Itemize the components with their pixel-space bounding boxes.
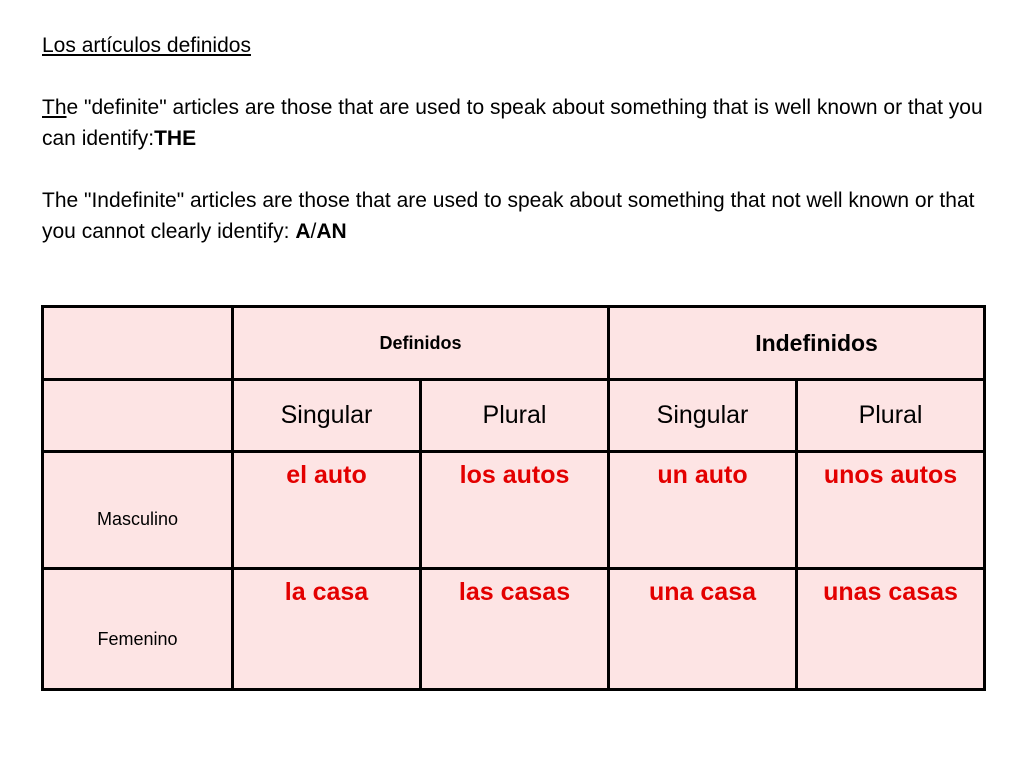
intro-text-block bbox=[42, 30, 992, 247]
form-cell bbox=[797, 452, 985, 569]
form-cell bbox=[421, 569, 609, 690]
table-row-femenino bbox=[43, 569, 985, 690]
form-cell bbox=[797, 569, 985, 690]
indefinite-singular-header: Singular bbox=[609, 380, 797, 452]
article-form: una casa bbox=[649, 578, 757, 606]
indefinite-articles-description bbox=[42, 185, 992, 247]
number-header-row bbox=[43, 380, 985, 452]
indefinite-description-text: The "Indefinite" articles are those that are used to speak about something that not well known or that you cannot clearly identify: bbox=[42, 189, 975, 243]
table-row-masculino bbox=[43, 452, 985, 569]
article-form: un auto bbox=[657, 461, 748, 489]
form-cell bbox=[233, 452, 421, 569]
definite-keyword: THE bbox=[154, 127, 197, 150]
definite-plural-header: Plural bbox=[421, 380, 609, 452]
definite-singular-header: Singular bbox=[233, 380, 421, 452]
corner-cell bbox=[43, 307, 233, 380]
definite-description-text: e "definite" articles are those that are used to speak about something that is well known or that you can identify: bbox=[42, 96, 983, 150]
gender-label-masculino: Masculino bbox=[43, 452, 233, 569]
article-form: los autos bbox=[459, 461, 570, 489]
article-form: unas casas bbox=[823, 578, 958, 606]
form-cell bbox=[421, 452, 609, 569]
definite-underlined-prefix: Th bbox=[42, 96, 67, 119]
article-form: unos autos bbox=[823, 461, 958, 489]
indefinidos-header: Indefinidos bbox=[609, 307, 985, 380]
empty-label-cell bbox=[43, 380, 233, 452]
indefinite-keyword-slash: / bbox=[310, 220, 317, 243]
articles-table bbox=[41, 305, 986, 691]
gender-label-femenino: Femenino bbox=[43, 569, 233, 690]
article-form: las casas bbox=[458, 578, 571, 606]
indefinite-keyword-a: A bbox=[295, 220, 311, 243]
article-form: el auto bbox=[286, 461, 367, 489]
group-header-row bbox=[43, 307, 985, 380]
indefinite-keyword-an: AN bbox=[316, 220, 347, 243]
form-cell bbox=[609, 569, 797, 690]
form-cell bbox=[233, 569, 421, 690]
definidos-header: Definidos bbox=[233, 307, 609, 380]
article-form: la casa bbox=[284, 578, 369, 606]
definite-articles-description bbox=[42, 92, 992, 154]
page-title: Los artículos definidos bbox=[42, 34, 251, 57]
indefinite-plural-header: Plural bbox=[797, 380, 985, 452]
form-cell bbox=[609, 452, 797, 569]
